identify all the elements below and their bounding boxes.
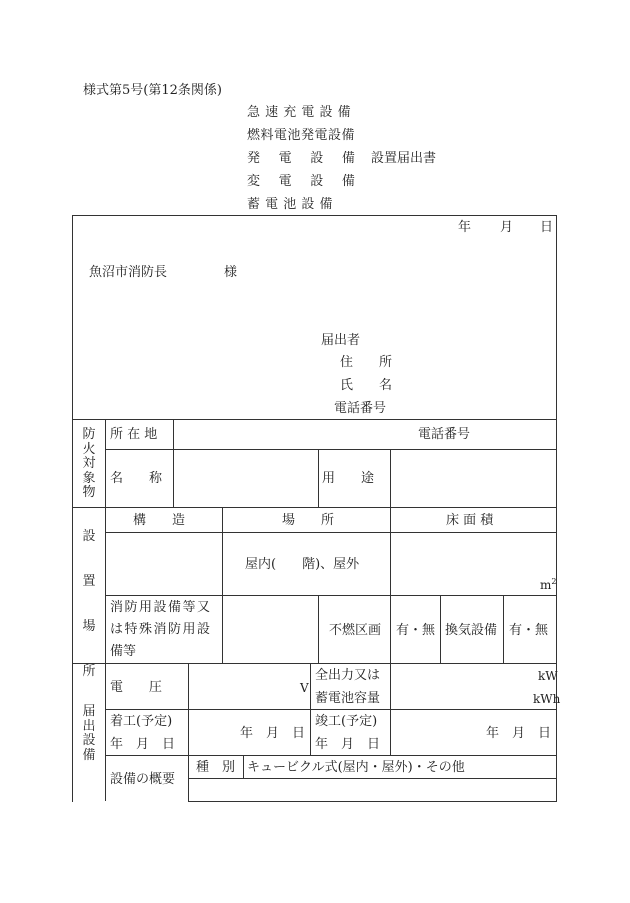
fire-equipment-label-3: 備等 <box>110 644 137 659</box>
start-date: 年 月 日 <box>240 726 306 741</box>
voltage-label: 電 圧 <box>110 680 163 695</box>
start-label-2: 年 月 日 <box>110 737 176 752</box>
indoor-outdoor-text: 屋内( 階)、屋外 <box>245 557 360 572</box>
fire-object-group-text: 防火対象物 <box>82 427 96 501</box>
phone-label: 電話番号 <box>418 427 471 442</box>
date-day: 日 <box>540 220 554 235</box>
notifier-address-label: 住 所 <box>340 355 393 370</box>
output-label-1: 全出力又は <box>315 668 381 683</box>
notifier-name-label: 氏 名 <box>340 378 393 393</box>
overview-label: 設備の概要 <box>110 772 176 787</box>
date-year: 年 <box>458 220 472 235</box>
structure-label: 構 造 <box>133 513 186 528</box>
title-power-generation: 発 電 設 備 <box>247 151 356 166</box>
floor-area-label: 床 面 積 <box>446 513 494 528</box>
type-value: キュービクル式(屋内・屋外)・その他 <box>247 760 465 775</box>
ventilation-choice: 有・無 <box>509 623 549 638</box>
title-suffix: 設置届出書 <box>371 151 437 166</box>
finish-label-1: 竣工(予定) <box>315 714 378 729</box>
start-label-1: 着工(予定) <box>110 714 173 729</box>
title-fuel-cell: 燃料電池発電設備 <box>247 128 356 143</box>
form-number: 様式第5号(第12条関係) <box>83 83 222 98</box>
voltage-unit: V <box>300 681 309 695</box>
type-label: 種 別 <box>196 760 236 775</box>
floor-area-unit: $m^2$ <box>540 577 557 592</box>
finish-label-2: 年 月 日 <box>315 737 381 752</box>
ventilation-label: 換気設備 <box>445 623 498 638</box>
notifier-label: 届出者 <box>321 333 361 348</box>
title-quick-charger: 急 速 充 電 設 備 <box>247 105 352 120</box>
place-label: 場 所 <box>282 513 335 528</box>
equipment-group-label <box>81 705 97 763</box>
equipment-group-text: 届出設備 <box>82 704 96 763</box>
date-month: 月 <box>500 220 514 235</box>
installation-group-label <box>81 514 97 694</box>
use-label: 用 途 <box>322 471 375 486</box>
addressee-honorific: 様 <box>224 265 238 280</box>
location-label: 所 在 地 <box>110 427 158 442</box>
title-transformer: 変 電 設 備 <box>247 174 356 189</box>
fire-equipment-label-2: は特殊消防用設 <box>110 622 212 637</box>
output-label-2: 蓄電池容量 <box>315 691 381 706</box>
noncombustible-label: 不燃区画 <box>329 623 382 638</box>
addressee: 魚沼市消防長 <box>89 265 168 280</box>
fire-equipment-label-1: 消防用設備等又 <box>110 600 212 615</box>
finish-date: 年 月 日 <box>486 726 552 741</box>
notifier-phone-label: 電話番号 <box>334 401 387 416</box>
noncombustible-choice: 有・無 <box>396 623 436 638</box>
output-unit-kw: kW <box>538 669 558 683</box>
fire-object-group-label <box>81 428 97 501</box>
installation-group-text: 設置場所 <box>82 529 96 679</box>
title-battery: 蓄 電 池 設 備 <box>247 197 334 212</box>
name-label: 名 称 <box>110 471 163 486</box>
output-unit-kwh: kWh <box>533 692 561 706</box>
